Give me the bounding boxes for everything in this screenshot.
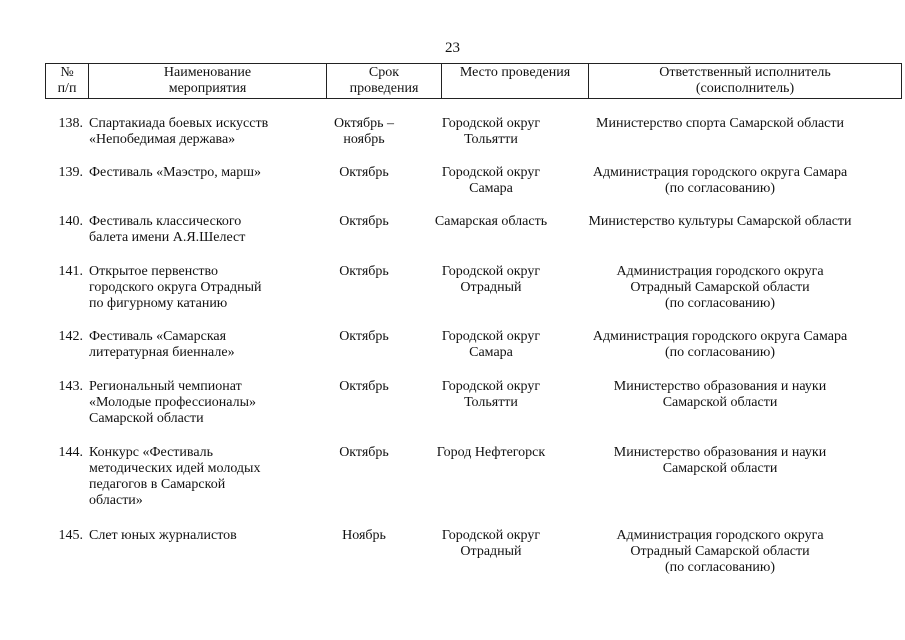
event-place-line: Городской округ	[441, 528, 541, 543]
event-name-line: по фигурному катанию	[89, 296, 228, 311]
event-name-line: Фестиваль «Самарская	[89, 329, 227, 344]
event-place	[420, 116, 562, 148]
event-name-line: педагогов в Самарской	[89, 477, 226, 492]
event-place-line: Самара	[469, 181, 513, 196]
header-place	[442, 64, 589, 99]
event-place-line: Самара	[469, 345, 513, 360]
event-place-line: Город Нефтегорск	[436, 445, 546, 460]
event-name-line: литературная биеннале»	[89, 345, 235, 360]
row-number: 139.	[58, 165, 83, 180]
row-number: 142.	[58, 329, 83, 344]
event-responsible-line: Администрация городского округа Самара	[592, 165, 848, 180]
event-responsible	[564, 329, 876, 361]
header-place-line: Место проведения	[459, 65, 571, 80]
header-term	[327, 64, 442, 99]
event-name	[89, 116, 309, 148]
event-place-line: Самарская область	[434, 214, 548, 229]
event-place	[420, 165, 562, 197]
header-num	[46, 64, 89, 99]
event-responsible-line: Министерство культуры Самарской области	[588, 214, 852, 229]
event-term	[311, 116, 417, 148]
header-responsible-line: (соисполнитель)	[695, 81, 795, 96]
event-responsible-line: Министерство образования и науки	[613, 379, 827, 394]
header-name-line: Наименование	[163, 65, 252, 80]
event-name	[89, 214, 309, 246]
row-number: 140.	[58, 214, 83, 229]
table-header	[45, 63, 902, 99]
header-num-line: №	[60, 65, 74, 80]
event-name-line: Региональный чемпионат	[89, 379, 242, 394]
event-responsible-line: (по согласованию)	[664, 181, 776, 196]
event-term	[311, 329, 417, 345]
event-term	[311, 264, 417, 280]
row-number: 138.	[58, 116, 83, 131]
event-term-line: Октябрь	[339, 379, 389, 394]
event-responsible-line: Администрация городского округа	[616, 264, 824, 279]
event-place-line: Городской округ	[441, 329, 541, 344]
event-name-line: Самарской области	[89, 411, 204, 426]
event-place-line: Городской округ	[441, 379, 541, 394]
event-responsible	[564, 214, 876, 230]
event-place-line: Отрадный	[460, 544, 522, 559]
header-num-line: п/п	[57, 81, 77, 96]
event-name	[89, 264, 309, 312]
row-number: 141.	[58, 264, 83, 279]
event-name-line: Слет юных журналистов	[89, 528, 237, 543]
event-name-line: Фестиваль классического	[89, 214, 242, 229]
header-responsible	[589, 64, 902, 99]
event-term-line: Октябрь	[339, 214, 389, 229]
event-term	[311, 379, 417, 395]
event-place-line: Тольятти	[464, 395, 518, 410]
page-number: 23	[445, 40, 460, 56]
event-term	[311, 445, 417, 461]
event-name-line: Открытое первенство	[89, 264, 219, 279]
header-responsible-line: Ответственный исполнитель	[659, 65, 831, 80]
header-term-line: Срок	[368, 65, 400, 80]
event-responsible	[564, 116, 876, 132]
event-responsible	[564, 165, 876, 197]
event-place	[420, 528, 562, 560]
row-number: 145.	[58, 528, 83, 543]
event-term-line: Ноябрь	[342, 528, 386, 543]
event-responsible	[564, 379, 876, 411]
header-term-line: проведения	[349, 81, 419, 96]
event-responsible-line: Отрадный Самарской области	[630, 280, 810, 295]
event-place	[420, 214, 562, 230]
event-name-line: городского округа Отрадный	[89, 280, 262, 295]
event-place-line: Отрадный	[460, 280, 522, 295]
event-term	[311, 528, 417, 544]
event-responsible-line: (по согласованию)	[664, 560, 776, 575]
event-term-line: Октябрь –	[333, 116, 395, 131]
event-responsible	[564, 264, 876, 312]
event-term-line: Октябрь	[339, 445, 389, 460]
event-responsible-line: (по согласованию)	[664, 345, 776, 360]
event-term	[311, 214, 417, 230]
event-responsible-line: Министерство спорта Самарской области	[596, 116, 844, 131]
event-place	[420, 264, 562, 296]
event-name	[89, 445, 309, 509]
event-responsible-line: Министерство образования и науки	[613, 445, 827, 460]
event-responsible-line: (по согласованию)	[664, 296, 776, 311]
event-name	[89, 329, 309, 361]
event-name	[89, 379, 309, 427]
row-number: 143.	[58, 379, 83, 394]
event-place	[420, 379, 562, 411]
event-name-line: Фестиваль «Маэстро, марш»	[89, 165, 262, 180]
event-name	[89, 165, 309, 181]
event-responsible	[564, 528, 876, 576]
event-place-line: Городской округ	[441, 264, 541, 279]
event-place-line: Городской округ	[441, 165, 541, 180]
event-place	[420, 329, 562, 361]
event-responsible-line: Администрация городского округа Самара	[592, 329, 848, 344]
event-name-line: методических идей молодых	[89, 461, 261, 476]
event-place-line: Тольятти	[464, 132, 518, 147]
event-term-line: Октябрь	[339, 165, 389, 180]
event-term-line: Октябрь	[339, 329, 389, 344]
event-responsible-line: Самарской области	[662, 461, 778, 476]
event-name-line: области»	[89, 493, 143, 508]
row-number: 144.	[58, 445, 83, 460]
event-name-line: «Непобедимая держава»	[89, 132, 236, 147]
event-term-line: Октябрь	[339, 264, 389, 279]
event-name-line: балета имени А.Я.Шелест	[89, 230, 246, 245]
event-name-line: «Молодые профессионалы»	[89, 395, 257, 410]
event-responsible-line: Администрация городского округа	[616, 528, 824, 543]
event-term	[311, 165, 417, 181]
event-place	[420, 445, 562, 461]
event-responsible	[564, 445, 876, 477]
event-name-line: Конкурс «Фестиваль	[89, 445, 214, 460]
event-place-line: Городской округ	[441, 116, 541, 131]
event-responsible-line: Отрадный Самарской области	[630, 544, 810, 559]
event-responsible-line: Самарской области	[662, 395, 778, 410]
header-name	[89, 64, 327, 99]
event-name-line: Спартакиада боевых искусств	[89, 116, 269, 131]
header-name-line: мероприятия	[168, 81, 247, 96]
event-term-line: ноябрь	[343, 132, 385, 147]
event-name	[89, 528, 309, 544]
